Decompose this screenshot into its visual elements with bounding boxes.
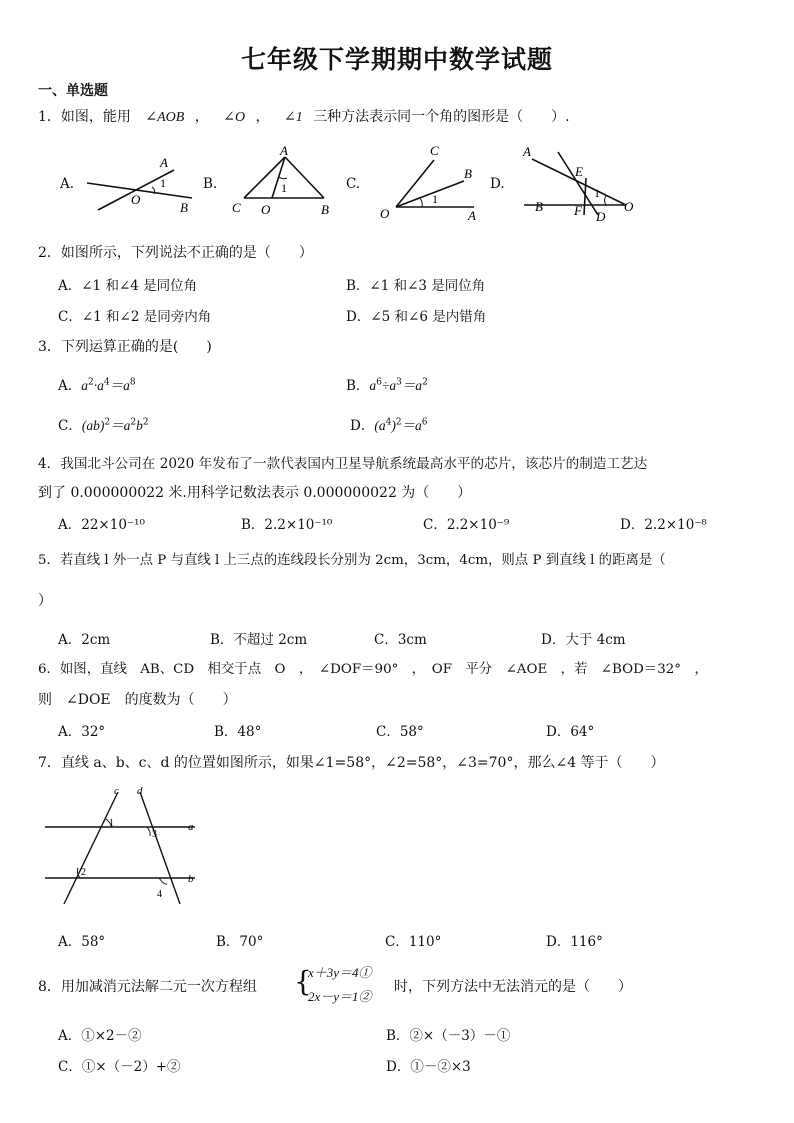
q1-figure-a	[82, 150, 197, 220]
q3c-p2: ＝a	[110, 418, 131, 433]
q3-option-a	[58, 374, 136, 394]
q7-label-c: c	[114, 785, 119, 797]
q1d-label-A: A	[523, 144, 531, 159]
q1-angle-o: ∠O	[223, 110, 246, 125]
q3b-p3: 3	[396, 377, 402, 388]
q4-option-c: C．2.2×10⁻⁹	[423, 517, 510, 533]
q1-figure-d	[518, 140, 643, 224]
q3d-p5: 6	[421, 417, 428, 428]
q7-figure	[40, 782, 210, 912]
q2-option-c: C．∠1 和∠2 是同旁内角	[58, 309, 212, 325]
q1-comma-2: ，	[255, 109, 270, 125]
q1d-label-1: 1	[594, 186, 600, 200]
question-6-line-1: 6．如图，直线 AB、CD 相交于点 O ， ∠DOF＝90° ， OF 平分 ∠AOE ，若 ∠BOD＝32° ，	[38, 662, 708, 677]
q8-option-c: C．①×（－2）+②	[58, 1059, 181, 1075]
q3b-label: B．	[346, 378, 370, 394]
q1-number: 1．	[38, 109, 61, 125]
q6-option-c: C．58°	[376, 724, 424, 740]
q1a-label-A: A	[160, 155, 168, 170]
q8-option-d: D．①－②×3	[386, 1059, 471, 1075]
q1b-label-C: C	[232, 200, 241, 215]
question-5-line-2: ）	[38, 593, 52, 609]
q3a-p5: 8	[129, 377, 136, 388]
q7-label-b: b	[188, 873, 194, 885]
q4-option-a: A．22×10⁻¹⁰	[58, 517, 145, 533]
q8-brace: {	[294, 965, 312, 998]
q3a-p3: 4	[103, 377, 110, 388]
q1b-label-B: B	[321, 202, 329, 217]
q2-option-d: D．∠5 和∠6 是内错角	[346, 309, 487, 325]
q1-angle-aob: ∠AOB	[145, 110, 185, 125]
q1a-label-1: 1	[160, 176, 166, 190]
q7-option-c: C．110°	[385, 934, 442, 950]
q1b-label-1: 1	[281, 181, 287, 195]
q2-option-b: B．∠1 和∠3 是同位角	[346, 278, 486, 294]
question-6-line-2: 则 ∠DOE 的度数为（ ）	[38, 692, 237, 708]
q3a-p4: ＝a	[109, 378, 130, 393]
q3d-label: D．	[350, 418, 375, 434]
question-7: 7．直线 a、b、c、d 的位置如图所示，如果∠1=58°，∠2=58°，∠3=70°，那么∠4 等于（ ）	[38, 755, 665, 771]
q3a-p2: ·a	[93, 378, 104, 393]
q7-option-b: B．70°	[216, 934, 264, 950]
q5-option-a: A．2cm	[58, 632, 111, 648]
q8-equation-1: x＋3y＝4①	[308, 965, 372, 980]
q3-option-d	[350, 414, 428, 434]
q5-option-d: D．大于 4cm	[541, 632, 626, 648]
q1-pre: 如图，能用	[60, 109, 131, 125]
q3d-p1: 4	[385, 417, 392, 428]
q4-option-d: D．2.2×10⁻⁸	[620, 517, 707, 533]
q1d-label-B: B	[535, 199, 543, 214]
question-4-line-2: 到了 0.000000022 米.用科学记数法表示 0.000000022 为（ ）	[38, 485, 472, 501]
q7-label-4: 4	[157, 889, 162, 900]
question-8-post: 时，下列方法中无法消元的是（ ）	[394, 979, 632, 995]
q3b-p0: a	[369, 378, 377, 393]
q1c-label-B: B	[464, 166, 472, 181]
q3d-p4: ＝a	[401, 418, 422, 433]
q8-option-b: B．②×（－3）－①	[386, 1028, 511, 1044]
q1c-label-1: 1	[432, 192, 438, 206]
q3c-p5: 2	[142, 417, 149, 428]
q7-label-d: d	[137, 785, 143, 797]
q1d-label-E: E	[575, 164, 583, 179]
q3c-p3: 2	[130, 417, 137, 428]
q1-figure-b	[228, 144, 343, 220]
q4-option-b: B．2.2×10⁻¹⁰	[241, 517, 333, 533]
q3d-p2: )	[391, 418, 396, 433]
q3-option-c	[58, 414, 149, 434]
q6-option-a: A．32°	[58, 724, 106, 740]
section-heading: 一、单选题	[38, 83, 108, 99]
q3b-p4: ＝a	[401, 378, 423, 393]
q3b-p5: 2	[422, 377, 428, 388]
q7-label-1: 1	[109, 818, 114, 829]
q3d-p0: (a	[374, 418, 386, 433]
q1-comma-1: ，	[194, 109, 209, 125]
q3c-p0: (ab)	[81, 418, 105, 433]
q1-option-d: D.	[490, 176, 505, 192]
q3c-p1: 2	[104, 417, 111, 428]
q5-option-b: B．不超过 2cm	[210, 632, 308, 648]
q1-angle-1: ∠1	[283, 110, 303, 125]
q3a-label: A．	[58, 378, 82, 394]
q7-label-3: 3	[152, 829, 157, 840]
q6-option-d: D．64°	[546, 724, 595, 740]
q3d-p3: 2	[395, 417, 402, 428]
q3-option-b	[346, 374, 428, 394]
question-1	[38, 106, 570, 126]
q7-label-2: 2	[81, 867, 86, 878]
question-8-pre: 8．用加减消元法解二元一次方程组	[38, 979, 257, 995]
q7-option-d: D．116°	[546, 934, 603, 950]
q1d-label-O: O	[624, 199, 634, 214]
q5-option-c: C．3cm	[374, 632, 427, 648]
q2-option-a: A．∠1 和∠4 是同位角	[58, 278, 198, 294]
q3c-label: C．	[58, 418, 82, 434]
q1c-label-A: A	[468, 208, 476, 223]
q1a-label-B: B	[180, 200, 188, 215]
q3c-p4: b	[136, 418, 143, 433]
q8-equation-2: 2x－y＝1②	[308, 989, 372, 1004]
page-title: 七年级下学期期中数学试题	[240, 45, 553, 74]
q1a-label-O: O	[131, 192, 141, 207]
q1-option-b: B.	[203, 176, 218, 192]
q1d-label-F: F	[574, 203, 582, 218]
q1c-label-C: C	[430, 143, 439, 158]
q8-option-a: A．①×2－②	[58, 1028, 142, 1044]
q3b-p2: ÷a	[381, 378, 397, 393]
q1-post: 三种方法表示同一个角的图形是（ ）.	[313, 109, 570, 125]
q3a-p0: a	[81, 378, 88, 393]
q3b-p1: 6	[376, 377, 382, 388]
q1b-label-O: O	[261, 202, 271, 217]
q1-option-c: C.	[346, 176, 361, 192]
question-4-line-1: 4．我国北斗公司在 2020 年发布了一款代表国内卫星导航系统最高水平的芯片，该芯片的制造工艺达	[38, 456, 648, 472]
q1c-label-O: O	[380, 206, 390, 221]
q1d-label-D: D	[596, 209, 606, 224]
q1b-label-A: A	[280, 144, 288, 158]
question-2: 2．如图所示，下列说法不正确的是（ ）	[38, 245, 313, 261]
q6-option-b: B．48°	[214, 724, 262, 740]
q3a-p1: 2	[88, 377, 94, 388]
q7-label-a: a	[188, 821, 194, 833]
q1-figure-c	[372, 140, 484, 224]
q1-option-a: A.	[60, 176, 75, 192]
q7-option-a: A．58°	[58, 934, 106, 950]
question-5-line-1: 5．若直线 l 外一点 P 与直线 l 上三点的连线段长分别为 2cm，3cm，4cm，则点 P 到直线 l 的距离是（	[38, 553, 666, 568]
question-3: 3．下列运算正确的是( )	[38, 339, 212, 355]
